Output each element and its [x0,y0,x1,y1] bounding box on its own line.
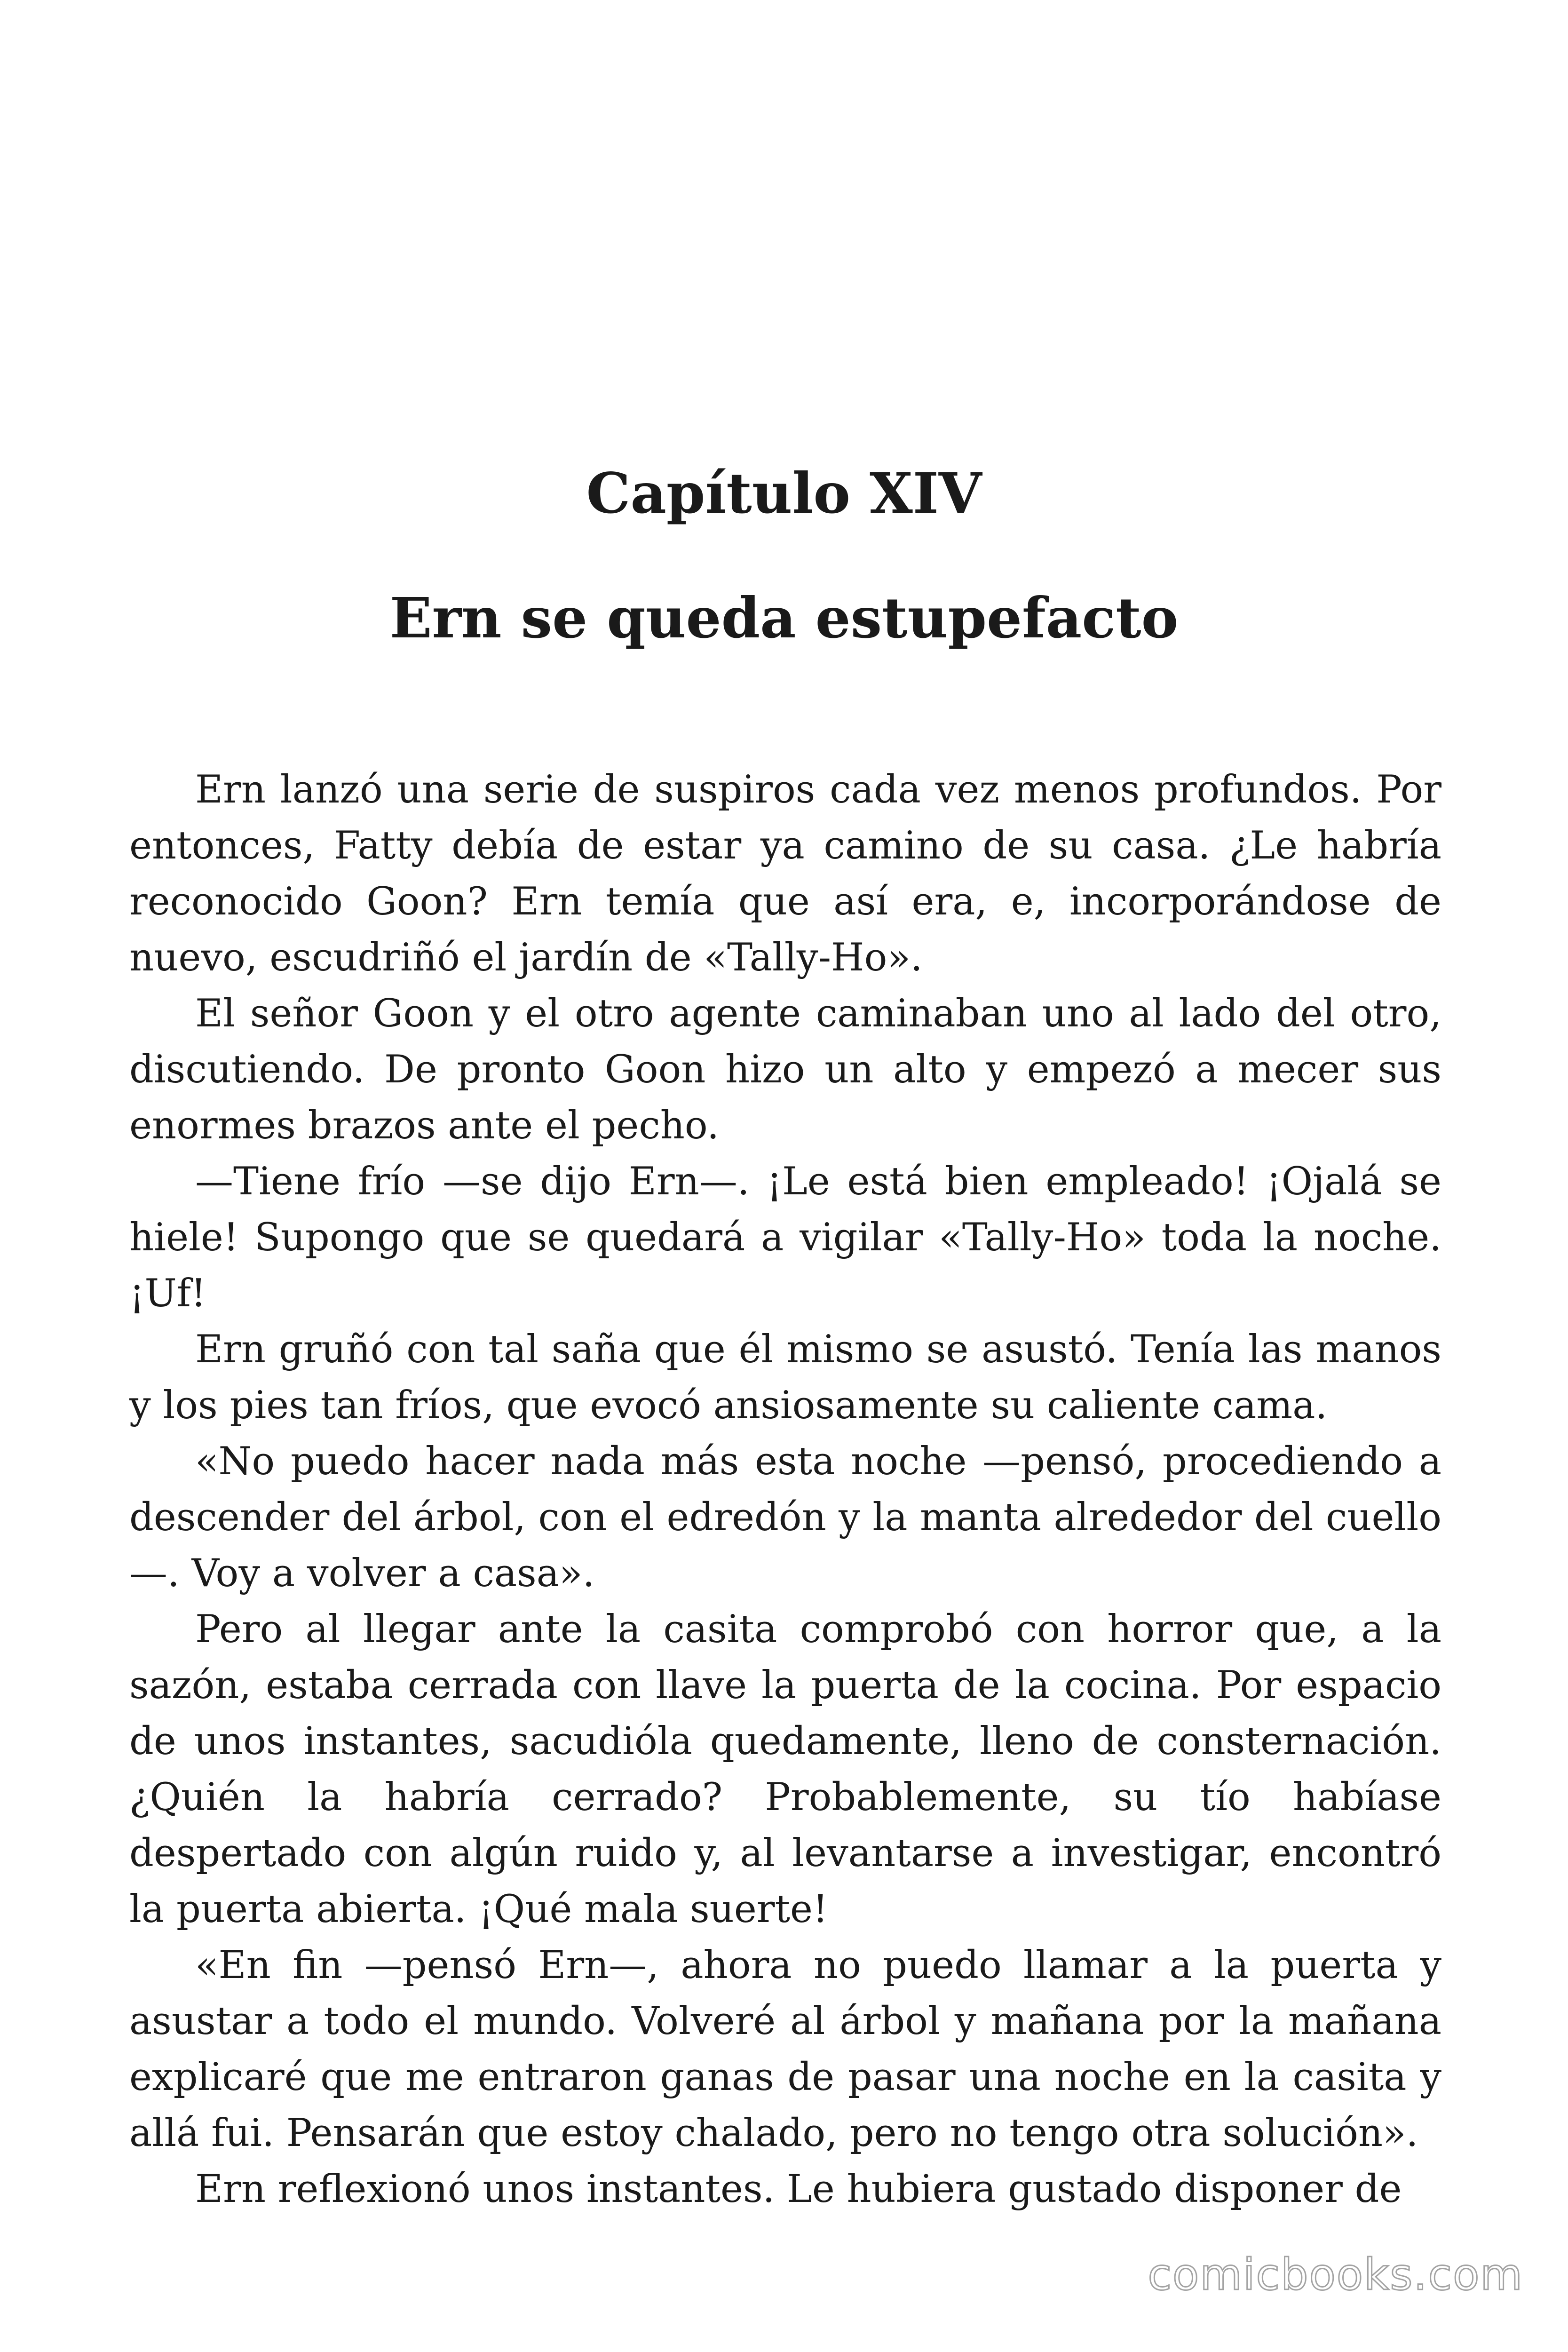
paragraph: Pero al llegar ante la casita comprobó con horror que, a la sazón, estaba cerrada con llave la puerta de la cocina. Por espacio de unos instantes, sacudióla quedamente, lleno de consternación. ¿Quién la habría cerrado? Probablemente, su tío habíase despertado con algún ruido y, al levantarse a investigar, encontró la puerta abierta. ¡Qué mala suerte! [129,1607,1441,1931]
paragraph: Ern reflexionó unos instantes. Le hubiera gustado disponer de [195,2167,1402,2211]
paragraph: —Tiene frío —se dijo Ern—. ¡Le está bien empleado! ¡Ojalá se hiele! Supongo que se quedará a vigilar «Tally-Ho» toda la noche. ¡Uf! [129,1160,1441,1316]
paragraph: «No puedo hacer nada más esta noche —pensó, procediendo a descender del árbol, con el edredón y la manta alrededor del cuello —. Voy a volver a casa». [129,1439,1441,1596]
chapter-body [129,762,1441,2217]
chapter-title: Ern se queda estupefacto [389,585,1179,651]
chapter-number: Capítulo XIV [586,461,982,526]
paragraph: Ern gruñó con tal saña que él mismo se asustó. Tenía las manos y los pies tan fríos, que evocó ansiosamente su caliente cama. [129,1327,1441,1428]
paragraph: «En fin —pensó Ern—, ahora no puedo llamar a la puerta y asustar a todo el mundo. Volveré al árbol y mañana por la mañana explicaré que me entraron ganas de pasar una noche en la casita y allá fui. Pensarán que estoy chalado, pero no tengo otra solución». [129,1943,1441,2155]
watermark: comicbooks.com [1148,2249,1523,2300]
paragraph: Ern lanzó una serie de suspiros cada vez menos profundos. Por entonces, Fatty debía de estar ya camino de su casa. ¿Le habría reconocido Goon? Ern temía que así era, e, incorporándose de nuevo, escudriñó el jardín de «Tally-Ho». [129,768,1441,980]
paragraph: El señor Goon y el otro agente caminaban uno al lado del otro, discutiendo. De pronto Goon hizo un alto y empezó a mecer sus enormes brazos ante el pecho. [129,992,1441,1148]
